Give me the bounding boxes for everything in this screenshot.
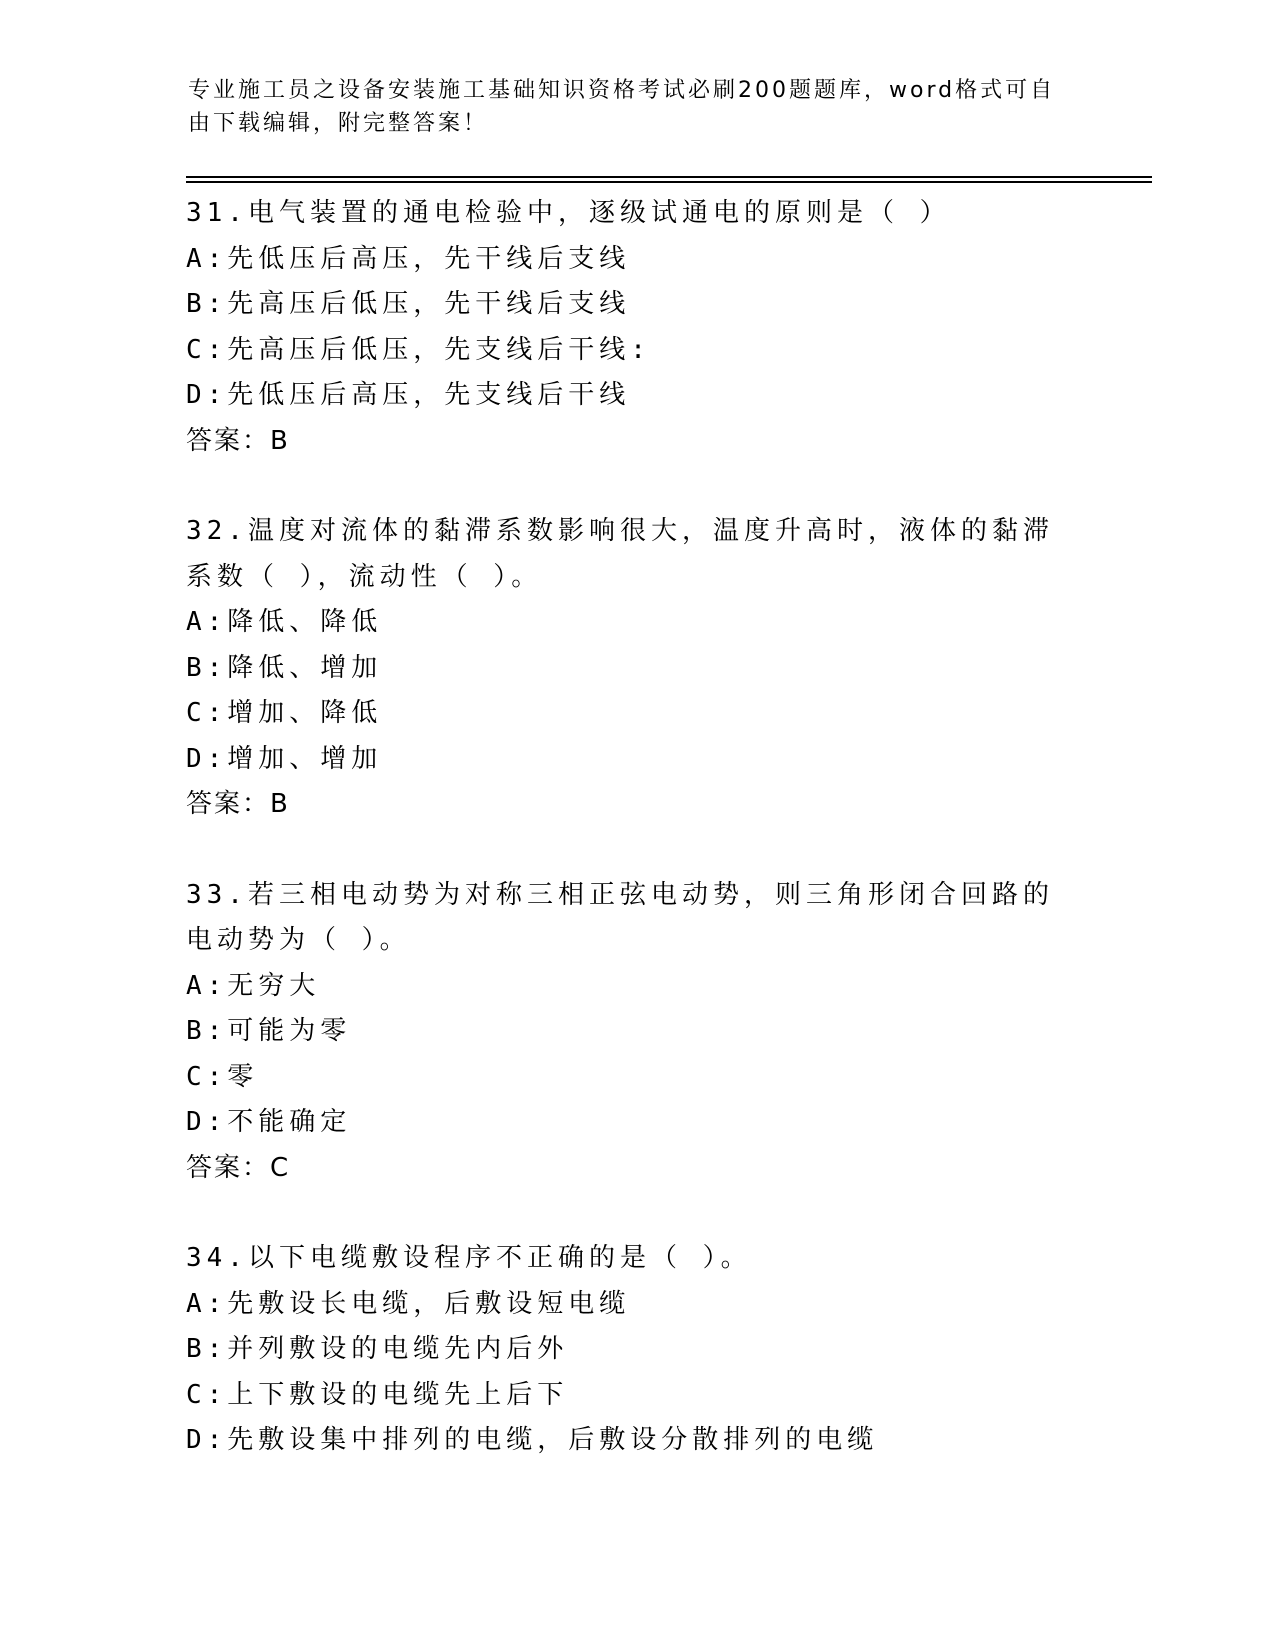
option-b: B:并列敷设的电缆先内后外 [186, 1334, 569, 1364]
option-c: C:先高压后低压，先支线后干线: [186, 334, 651, 365]
option-a: A:降低、降低 [186, 607, 383, 637]
option-b: B:可能为零 [186, 1016, 352, 1046]
question-34 [186, 1236, 1086, 1464]
option-b: B:先高压后低压，先干线后支线 [186, 289, 631, 319]
question-31 [186, 191, 1086, 464]
header-title: 专业施工员之设备安装施工基础知识资格考试必刷200题题库，word格式可自由下载编辑，附完整答案！ [188, 78, 1056, 136]
option-a: A:先低压后高压，先干线后支线 [186, 243, 631, 274]
question-32 [186, 509, 1086, 828]
option-a: A:无穷大 [186, 970, 321, 1001]
answer-label: 答案：B [186, 425, 290, 456]
header-divider-bottom [186, 181, 1152, 183]
header-divider-top [186, 176, 1152, 178]
option-c: C:增加、降低 [186, 698, 383, 728]
question-stem: 32.温度对流体的黏滞系数影响很大，温度升高时，液体的黏滞系数（ ），流动性（ ）。 [186, 516, 1054, 592]
question-stem: 31.电气装置的通电检验中，逐级试通电的原则是（ ） [186, 198, 951, 228]
question-33 [186, 873, 1086, 1192]
option-d: D:先敷设集中排列的电缆，后敷设分散排列的电缆 [186, 1425, 879, 1455]
answer-label: 答案：B [186, 789, 290, 819]
option-a: A:先敷设长电缆，后敷设短电缆 [186, 1288, 631, 1319]
answer-label: 答案：C [186, 1152, 291, 1183]
option-b: B:降低、增加 [186, 652, 383, 683]
question-stem: 33.若三相电动势为对称三相正弦电动势，则三角形闭合回路的电动势为（ ）。 [186, 879, 1054, 955]
option-d: D:先低压后高压，先支线后干线 [186, 380, 631, 410]
question-list [186, 191, 1086, 1509]
question-stem: 34.以下电缆敷设程序不正确的是（ ）。 [186, 1243, 752, 1273]
option-d: D:不能确定 [186, 1107, 352, 1137]
option-d: D:增加、增加 [186, 743, 383, 774]
option-c: C:上下敷设的电缆先上后下 [186, 1379, 569, 1410]
page-header [188, 74, 1068, 140]
option-c: C:零 [186, 1061, 259, 1092]
